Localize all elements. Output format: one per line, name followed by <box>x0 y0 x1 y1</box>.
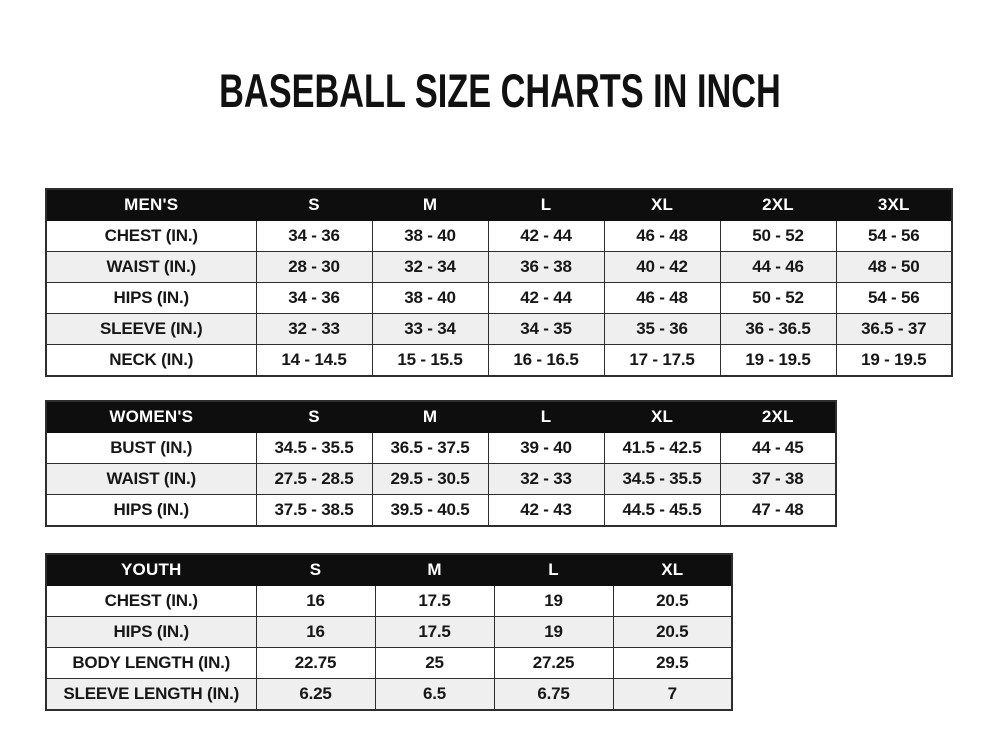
row-label: NECK (IN.) <box>46 345 256 377</box>
size-value-cell: 47 - 48 <box>720 495 836 527</box>
column-header-s: S <box>256 189 372 221</box>
table-row <box>46 679 732 711</box>
row-label: WAIST (IN.) <box>46 464 256 495</box>
size-value-cell: 29.5 - 30.5 <box>372 464 488 495</box>
size-value-cell: 37.5 - 38.5 <box>256 495 372 527</box>
size-value-cell: 32 - 34 <box>372 252 488 283</box>
table-row <box>46 221 952 252</box>
size-value-cell: 28 - 30 <box>256 252 372 283</box>
size-value-cell: 50 - 52 <box>720 221 836 252</box>
womens-size-chart-group-label: WOMEN'S <box>46 401 256 433</box>
row-label: HIPS (IN.) <box>46 495 256 527</box>
row-label: BODY LENGTH (IN.) <box>46 648 256 679</box>
size-value-cell: 50 - 52 <box>720 283 836 314</box>
column-header-3xl: 3XL <box>836 189 952 221</box>
youth-size-table <box>45 553 733 711</box>
table-row <box>46 345 952 377</box>
row-label: WAIST (IN.) <box>46 252 256 283</box>
table-row <box>46 617 732 648</box>
size-value-cell: 29.5 <box>613 648 732 679</box>
youth-size-chart-header-row <box>46 554 732 586</box>
size-value-cell: 17.5 <box>375 617 494 648</box>
column-header-m: M <box>372 401 488 433</box>
size-value-cell: 48 - 50 <box>836 252 952 283</box>
size-value-cell: 40 - 42 <box>604 252 720 283</box>
table-row <box>46 464 836 495</box>
size-value-cell: 36.5 - 37.5 <box>372 433 488 464</box>
size-value-cell: 42 - 43 <box>488 495 604 527</box>
size-value-cell: 34 - 35 <box>488 314 604 345</box>
size-value-cell: 17.5 <box>375 586 494 617</box>
row-label: SLEEVE LENGTH (IN.) <box>46 679 256 711</box>
table-row <box>46 314 952 345</box>
size-value-cell: 15 - 15.5 <box>372 345 488 377</box>
table-row <box>46 252 952 283</box>
size-value-cell: 42 - 44 <box>488 221 604 252</box>
row-label: SLEEVE (IN.) <box>46 314 256 345</box>
size-value-cell: 39.5 - 40.5 <box>372 495 488 527</box>
column-header-xl: XL <box>604 401 720 433</box>
size-value-cell: 44.5 - 45.5 <box>604 495 720 527</box>
table-row <box>46 495 836 527</box>
size-value-cell: 34.5 - 35.5 <box>256 433 372 464</box>
size-value-cell: 36.5 - 37 <box>836 314 952 345</box>
column-header-l: L <box>494 554 613 586</box>
size-value-cell: 19 - 19.5 <box>720 345 836 377</box>
size-value-cell: 33 - 34 <box>372 314 488 345</box>
column-header-xl: XL <box>604 189 720 221</box>
row-label: HIPS (IN.) <box>46 617 256 648</box>
column-header-2xl: 2XL <box>720 401 836 433</box>
size-value-cell: 17 - 17.5 <box>604 345 720 377</box>
size-value-cell: 16 - 16.5 <box>488 345 604 377</box>
size-value-cell: 41.5 - 42.5 <box>604 433 720 464</box>
size-value-cell: 27.25 <box>494 648 613 679</box>
size-value-cell: 44 - 46 <box>720 252 836 283</box>
mens-size-table <box>45 188 953 377</box>
womens-size-table <box>45 400 837 527</box>
size-value-cell: 6.5 <box>375 679 494 711</box>
table-row <box>46 283 952 314</box>
size-value-cell: 46 - 48 <box>604 221 720 252</box>
size-value-cell: 7 <box>613 679 732 711</box>
table-row <box>46 586 732 617</box>
size-value-cell: 20.5 <box>613 617 732 648</box>
size-value-cell: 35 - 36 <box>604 314 720 345</box>
size-value-cell: 39 - 40 <box>488 433 604 464</box>
size-value-cell: 20.5 <box>613 586 732 617</box>
size-value-cell: 36 - 36.5 <box>720 314 836 345</box>
column-header-xl: XL <box>613 554 732 586</box>
row-label: CHEST (IN.) <box>46 586 256 617</box>
size-value-cell: 44 - 45 <box>720 433 836 464</box>
page-title: BASEBALL SIZE CHARTS IN INCH <box>219 64 781 117</box>
column-header-s: S <box>256 401 372 433</box>
column-header-m: M <box>375 554 494 586</box>
size-value-cell: 34.5 - 35.5 <box>604 464 720 495</box>
size-value-cell: 54 - 56 <box>836 221 952 252</box>
size-value-cell: 46 - 48 <box>604 283 720 314</box>
column-header-l: L <box>488 189 604 221</box>
size-value-cell: 38 - 40 <box>372 221 488 252</box>
size-value-cell: 27.5 - 28.5 <box>256 464 372 495</box>
size-value-cell: 6.75 <box>494 679 613 711</box>
size-value-cell: 32 - 33 <box>256 314 372 345</box>
size-value-cell: 32 - 33 <box>488 464 604 495</box>
size-value-cell: 34 - 36 <box>256 283 372 314</box>
table-row <box>46 648 732 679</box>
column-header-s: S <box>256 554 375 586</box>
size-value-cell: 16 <box>256 586 375 617</box>
womens-size-chart-header-row <box>46 401 836 433</box>
column-header-m: M <box>372 189 488 221</box>
mens-size-chart-group-label: MEN'S <box>46 189 256 221</box>
size-value-cell: 16 <box>256 617 375 648</box>
youth-size-chart-group-label: YOUTH <box>46 554 256 586</box>
size-value-cell: 22.75 <box>256 648 375 679</box>
size-value-cell: 54 - 56 <box>836 283 952 314</box>
size-value-cell: 19 - 19.5 <box>836 345 952 377</box>
size-value-cell: 37 - 38 <box>720 464 836 495</box>
size-value-cell: 36 - 38 <box>488 252 604 283</box>
size-value-cell: 25 <box>375 648 494 679</box>
size-value-cell: 14 - 14.5 <box>256 345 372 377</box>
column-header-2xl: 2XL <box>720 189 836 221</box>
size-value-cell: 19 <box>494 586 613 617</box>
row-label: CHEST (IN.) <box>46 221 256 252</box>
table-row <box>46 433 836 464</box>
column-header-l: L <box>488 401 604 433</box>
size-value-cell: 34 - 36 <box>256 221 372 252</box>
size-value-cell: 38 - 40 <box>372 283 488 314</box>
mens-size-chart-header-row <box>46 189 952 221</box>
size-value-cell: 19 <box>494 617 613 648</box>
size-value-cell: 6.25 <box>256 679 375 711</box>
row-label: BUST (IN.) <box>46 433 256 464</box>
size-value-cell: 42 - 44 <box>488 283 604 314</box>
row-label: HIPS (IN.) <box>46 283 256 314</box>
